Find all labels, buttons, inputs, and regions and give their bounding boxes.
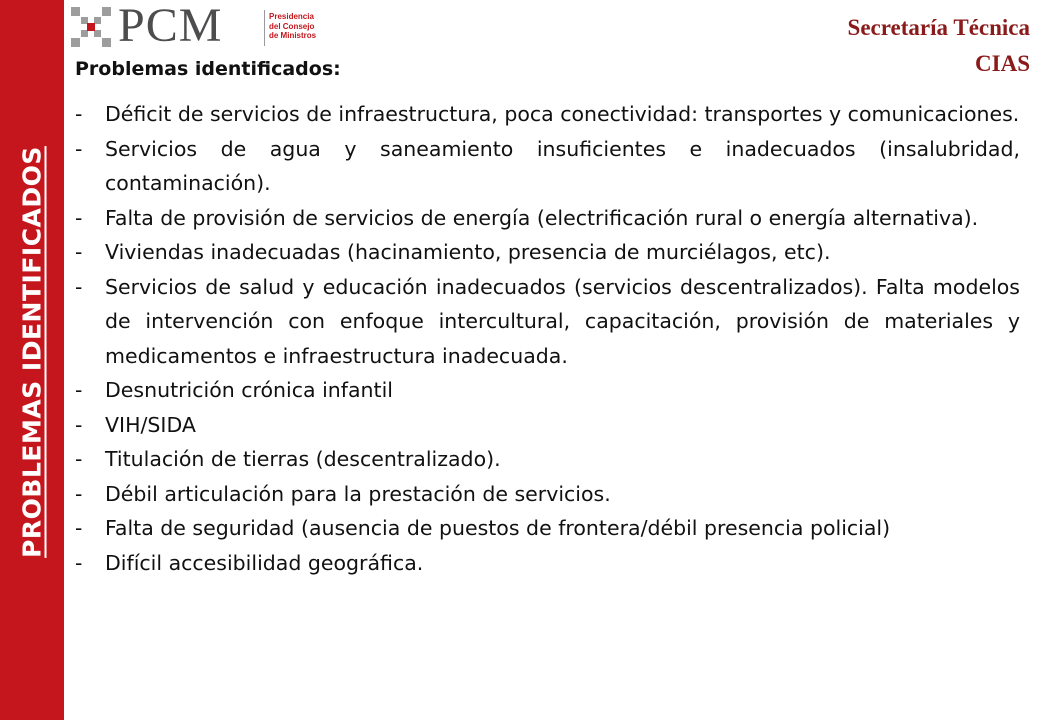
list-item-text: Desnutrición crónica infantil — [105, 378, 393, 402]
list-item — [75, 408, 1020, 443]
bullet-dash: - — [75, 516, 83, 540]
problems-list — [75, 97, 1020, 580]
logo-wordmark: PCM — [118, 0, 223, 52]
list-item-text: Falta de provisión de servicios de energía (electrificación rural o energía alternativa). — [105, 205, 979, 230]
list-item — [75, 442, 1020, 477]
bullet-dash: - — [75, 412, 83, 437]
list-item — [75, 546, 1020, 581]
sidebar-band — [0, 0, 64, 720]
list-item-text: Débil articulación para la prestación de servicios. — [105, 481, 611, 506]
list-item — [75, 235, 1020, 270]
logo-subtitle: Presidencia del Consejo de Ministros — [269, 12, 317, 40]
list-item-text: VIH/SIDA — [105, 412, 196, 437]
list-item-text: Titulación de tierras (descentralizado). — [105, 447, 501, 471]
bullet-dash: - — [75, 378, 83, 402]
bullet-dash: - — [75, 102, 83, 126]
bullet-dash: - — [75, 274, 83, 299]
list-item-text: Falta de seguridad (ausencia de puestos de frontera/débil presencia policial) — [105, 516, 891, 540]
list-item-text: Difícil accesibilidad geográfica. — [105, 550, 424, 575]
bullet-dash: - — [75, 205, 83, 230]
list-item-text: Servicios de agua y saneamiento insuficientes e inadecuados (insalubridad, contaminación). — [105, 136, 1020, 195]
bullet-dash: - — [75, 550, 83, 575]
list-item — [75, 270, 1020, 374]
section-heading: Problemas identificados: — [75, 58, 341, 80]
org-title — [848, 10, 1030, 82]
logo-divider — [264, 10, 265, 46]
bullet-dash: - — [75, 136, 83, 161]
list-item-text: Déficit de servicios de infraestructura, poca conectividad: transportes y comunicaciones. — [105, 102, 1020, 126]
list-item-text: Viviendas inadecuadas (hacinamiento, presencia de murciélagos, etc). — [105, 240, 831, 264]
list-item — [75, 511, 1020, 546]
bullet-dash: - — [75, 447, 83, 471]
bullet-dash: - — [75, 240, 83, 264]
pcm-logo-mark-icon — [68, 4, 114, 50]
list-item — [75, 97, 1020, 132]
org-title-line1: Secretaría Técnica — [847, 15, 1030, 40]
list-item — [75, 373, 1020, 408]
list-item — [75, 201, 1020, 236]
bullet-dash: - — [75, 481, 83, 506]
list-item-text: Servicios de salud y educación inadecuados (servicios descentralizados). Falta modelos de intervención con enfoque intercultural, capacitación, provisión de materiales y medicamentos e infraestructura inadecuada. — [105, 274, 1020, 368]
org-title-line2: CIAS — [975, 51, 1030, 76]
pcm-logo — [68, 2, 328, 52]
list-item — [75, 477, 1020, 512]
list-item — [75, 132, 1020, 201]
sidebar-title: PROBLEMAS IDENTIFICADOS — [17, 146, 47, 558]
